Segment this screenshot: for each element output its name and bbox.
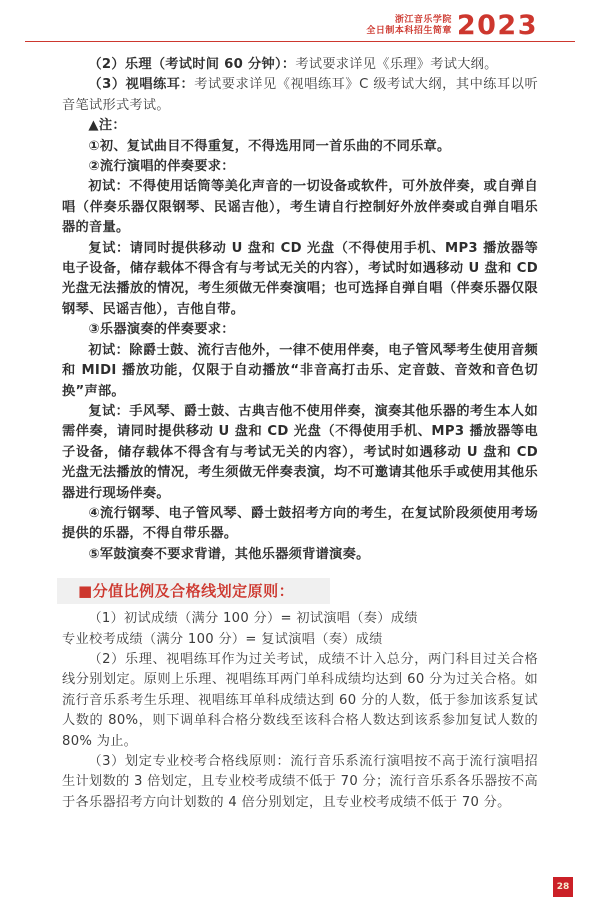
note-item-8: ④流行钢琴、电子管风琴、爵士鼓招考方向的考生，在复试阶段须使用考场提供的乐器，不得自带乐器。 [62,505,538,542]
section-para-4: （3）划定专业校考合格线原则：流行音乐系流行演唱按不高于流行演唱招生计划数的 3 倍划定，且专业校考成绩不低于 70 分；流行音乐系各乐器按不高于各乐器招考方向计划数的 4 倍分别划定，且专业校考成绩不低于 70 分。 [62,754,538,810]
para-music-theory-rest: 考试要求详见《乐理》考试大纲。 [295,57,498,72]
header-divider-rule [25,41,575,42]
header-year: 2023 [456,10,538,41]
note-item-1: ①初、复试曲目不得重复，不得选用同一首乐曲的不同乐章。 [88,138,451,154]
para-music-theory [62,55,538,75]
header-school-name: 浙江音乐学院 [394,15,452,25]
note-item-9: ⑤军鼓演奏不要求背谱，其他乐器须背谱演奏。 [88,546,370,562]
header-brochure-title: 全日制本科招生简章 [366,26,452,36]
para-sight-singing-lead: （3）视唱练耳： [88,77,195,93]
para-sight-singing-rest: 考试要求详见《视唱练耳》C 级考试大纲，其中练耳以听音笔试形式考试。 [62,77,539,113]
para-music-theory-lead: （2）乐理（考试时间 60 分钟）： [88,57,296,72]
page-body [62,55,538,813]
page-header [62,10,538,42]
section-heading-score-ratio: ■分值比例及合格线划定原则： [57,578,330,604]
note-item-4: 复试：请同时提供移动 U 盘和 CD 光盘（不得使用手机、MP3 播放器等电子设备，储存载体不得含有与考试无关的内容），考试时如遇移动 U 盘和 CD 光盘无法播放的情况，考生须做无伴奏演唱；也可选择自弹自唱（伴奏乐器仅限钢琴、民谣吉他），吉他自带。 [62,240,538,317]
note-item-3: 初试：不得使用话筒等美化声音的一切设备或软件，可外放伴奏，或自弹自唱（伴奏乐器仅限钢琴、民谣吉他），考生请自行控制好外放伴奏或自弹自唱乐器的音量。 [62,179,538,236]
page-number-badge: 28 [553,877,573,897]
section-para-2: 专业校考成绩（满分 100 分）= 复试演唱（奏）成绩 [62,631,383,647]
note-item-7: 复试：手风琴、爵士鼓、古典吉他不使用伴奏，演奏其他乐器的考生本人如需伴奏，请同时提供移动 U 盘和 CD 光盘（不得使用手机、MP3 播放器等电子设备，储存载体不得含有与考试无关的内容），考试时如遇移动 U 盘和 CD 光盘无法播放的情况，考生须做无伴奏表演，均不可邀请其他乐手或使用其他乐器进行现场伴奏。 [62,403,538,501]
note-item-5: ③乐器演奏的伴奏要求： [88,322,235,338]
para-sight-singing [62,75,538,116]
header-titles [366,15,452,37]
note-item-2: ②流行演唱的伴奏要求： [88,159,235,175]
section-para-3: （2）乐理、视唱练耳作为过关考试，成绩不计入总分，两门科目过关合格线分别划定。原则上乐理、视唱练耳两门单科成绩均达到 60 分为过关合格。如流行音乐系考生乐理、视唱练耳单科成绩达到 60 分的人数，低于参加该系复试人数的 80%，则下调单科合格分数线至该科合格人数达到该系参加复试人数的 80% 为止。 [62,651,538,749]
section-para-1: （1）初试成绩（满分 100 分）= 初试演唱（奏）成绩 [88,611,418,627]
notes-label: ▲注： [88,118,126,134]
note-item-6: 初试：除爵士鼓、流行吉他外，一律不使用伴奏，电子管风琴考生使用音频和 MIDI 播放功能，仅限于自动播放“非音高打击乐、定音鼓、音效和音色切换”声部。 [62,342,538,399]
header-branding [366,10,538,41]
